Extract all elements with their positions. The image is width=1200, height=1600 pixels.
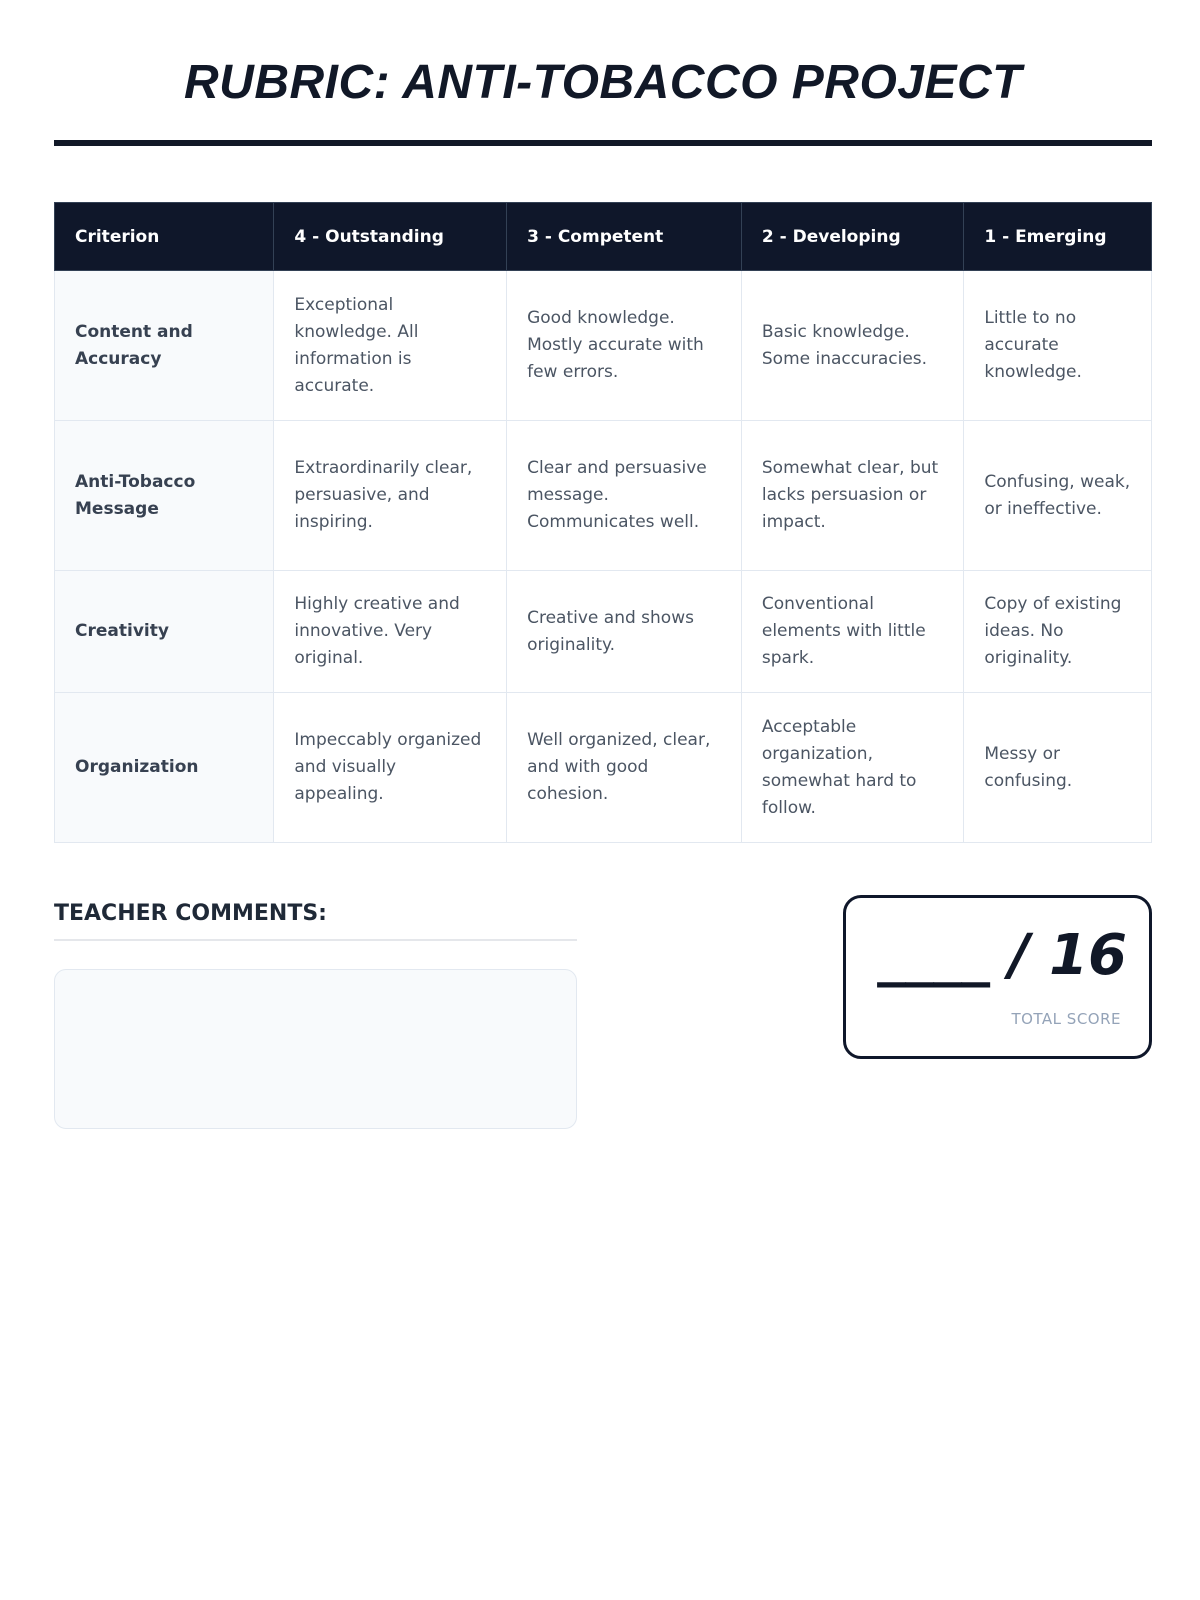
header-row — [55, 203, 1152, 271]
criterion-cell: Creativity — [55, 571, 274, 693]
descriptor-cell: Confusing, weak, or ineffective. — [964, 421, 1152, 571]
descriptor-cell: Conventional elements with little spark. — [741, 571, 963, 693]
descriptor-cell: Extraordinarily clear, persuasive, and inspiring. — [274, 421, 507, 571]
descriptor-cell: Clear and persuasive message. Communicates well. — [507, 421, 742, 571]
descriptor-cell: Little to no accurate knowledge. — [964, 271, 1152, 421]
table-row — [55, 421, 1152, 571]
teacher-comments-label: TEACHER COMMENTS: — [54, 901, 327, 926]
descriptor-cell: Creative and shows originality. — [507, 571, 742, 693]
total-score-box — [843, 895, 1152, 1059]
rubric-table-header — [55, 203, 1152, 271]
title-divider — [54, 140, 1152, 146]
criterion-cell: Organization — [55, 693, 274, 843]
descriptor-cell: Messy or confusing. — [964, 693, 1152, 843]
teacher-comments-section — [54, 899, 577, 1129]
descriptor-cell: Well organized, clear, and with good cohesion. — [507, 693, 742, 843]
score-label: TOTAL SCORE — [1011, 1010, 1121, 1028]
criterion-cell: Content and Accuracy — [55, 271, 274, 421]
page-title: RUBRIC: ANTI-TOBACCO PROJECT — [184, 56, 1022, 109]
descriptor-cell: Exceptional knowledge. All information is accurate. — [274, 271, 507, 421]
bottom-section — [54, 899, 1152, 1139]
rubric-table — [54, 202, 1152, 843]
rubric-page — [54, 0, 1152, 1139]
table-row — [55, 571, 1152, 693]
descriptor-cell: Basic knowledge. Some inaccuracies. — [741, 271, 963, 421]
comments-divider — [54, 939, 577, 941]
header-criterion: Criterion — [55, 203, 274, 271]
descriptor-cell: Highly creative and innovative. Very original. — [274, 571, 507, 693]
teacher-comments-box[interactable] — [54, 969, 577, 1129]
table-row — [55, 271, 1152, 421]
descriptor-cell: Copy of existing ideas. No originality. — [964, 571, 1152, 693]
criterion-cell: Anti-Tobacco Message — [55, 421, 274, 571]
header-competent: 3 - Competent — [507, 203, 742, 271]
descriptor-cell: Impeccably organized and visually appealing. — [274, 693, 507, 843]
header-developing: 2 - Developing — [741, 203, 963, 271]
descriptor-cell: Acceptable organization, somewhat hard to follow. — [741, 693, 963, 843]
table-row — [55, 693, 1152, 843]
descriptor-cell: Good knowledge. Mostly accurate with few errors. — [507, 271, 742, 421]
descriptor-cell: Somewhat clear, but lacks persuasion or impact. — [741, 421, 963, 571]
header-emerging: 1 - Emerging — [964, 203, 1152, 271]
header-outstanding: 4 - Outstanding — [274, 203, 507, 271]
score-value: ____ / 16 — [877, 923, 1127, 988]
